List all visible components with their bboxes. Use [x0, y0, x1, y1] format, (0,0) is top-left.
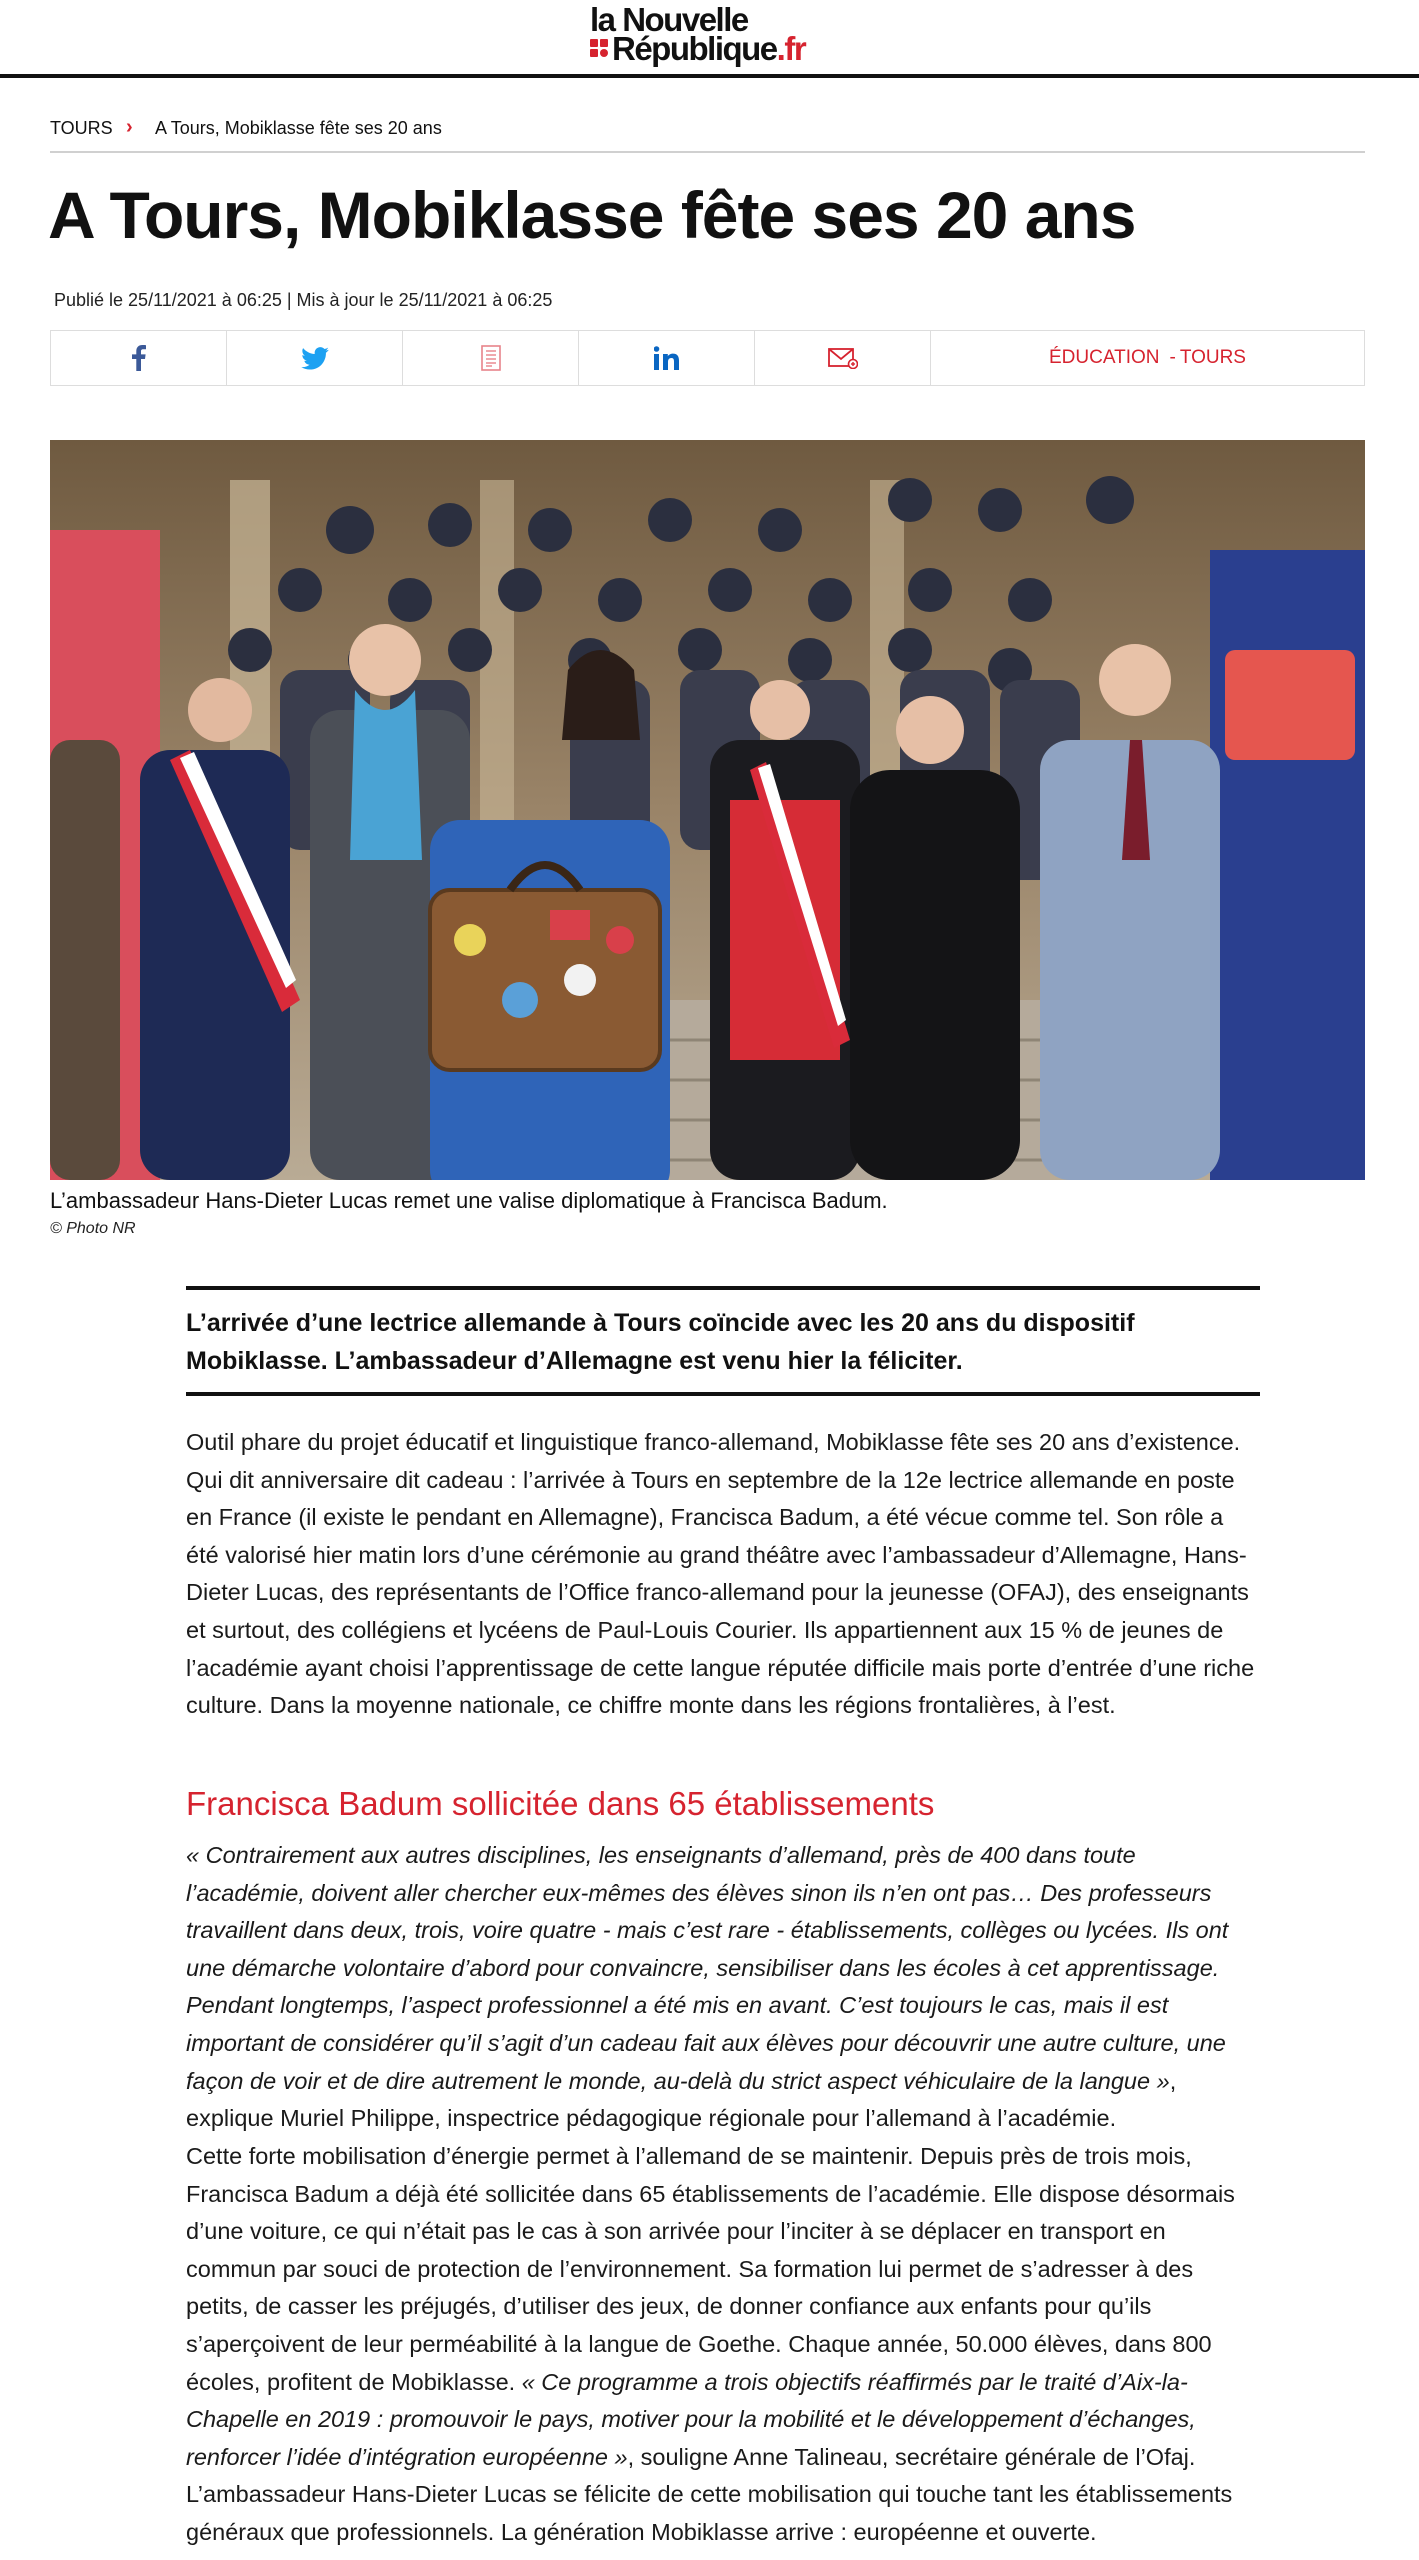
- share-bar: [50, 330, 1365, 386]
- email-icon: [828, 347, 858, 369]
- tag-tours-link[interactable]: TOURS: [1179, 347, 1246, 368]
- breadcrumb: [50, 115, 1365, 153]
- logo-line2: [590, 31, 805, 67]
- breadcrumb-section-link[interactable]: TOURS: [50, 118, 113, 138]
- article-paragraph-1: Outil phare du projet éducatif et linguistique franco-allemand, Mobiklasse fête ses 20 ans d’existence. Qui dit anniversaire dit cadeau : l’arrivée à Tours en septembre de la 12e lectrice allemande en poste en France (il existe le pendant en Allemagne), Francisca Badum, a été vécue comme tel. Son rôle a été valorisé hier matin lors d’une cérémonie au grand théâtre avec l’ambassadeur d’Allemagne, Hans-Dieter Lucas, des représentants de l’Office franco-allemand pour la jeunesse (OFAJ), des enseignants et surtout, des collégiens et lycéens de Paul-Louis Courier. Ils appartiennent aux 15 % de jeunes de l’académie ayant choisi l’apprentissage de cette langue réputée difficile mais porte d’entrée d’une riche culture. Dans la moyenne nationale, ce chiffre monte dans les régions frontalières, à l’est.: [186, 1429, 1255, 1719]
- document-icon: [481, 345, 501, 371]
- site-header: [0, 0, 1419, 78]
- article-paragraph-3: [186, 2138, 1260, 2552]
- share-facebook-button[interactable]: [51, 331, 227, 385]
- quote-anne-talineau: « Ce programme a trois objectifs réaffirmés par le traité d’Aix-la-Chapelle en 2019 : promouvoir le pays, motiver pour la mobilité et le développement d’échanges, renforcer l’idée d’intégration européenne »: [186, 2368, 1196, 2470]
- site-logo[interactable]: [590, 2, 830, 68]
- tag-education-link[interactable]: ÉDUCATION: [1049, 347, 1160, 368]
- logo-line1: la Nouvelle: [590, 1, 748, 38]
- twitter-icon: [301, 347, 329, 370]
- article-tags: [931, 331, 1364, 385]
- ceremony-photo-illustration: [50, 440, 1365, 1180]
- share-twitter-button[interactable]: [227, 331, 403, 385]
- article-lead-text: L’arrivée d’une lectrice allemande à Tours coïncide avec les 20 ans du dispositif Mobiklasse. L’ambassadeur d’Allemagne est venu hier la féliciter.: [186, 1309, 1135, 1375]
- paragraph-3-end: , souligne Anne Talineau, secrétaire générale de l’Ofaj. L’ambassadeur Hans-Dieter Lucas se félicite de cette mobilisation qui touche tant les établissements généraux que professionnels. La génération Mobiklasse arrive : européenne et ouverte.: [186, 2443, 1233, 2545]
- linkedin-icon: [654, 346, 680, 370]
- publication-dates: Publié le 25/11/2021 à 06:25 | Mis à jour le 25/11/2021 à 06:25: [54, 290, 553, 310]
- share-linkedin-button[interactable]: [579, 331, 755, 385]
- paragraph-3-text: Cette forte mobilisation d’énergie permet à l’allemand de se maintenir. Depuis près de trois mois, Francisca Badum a déjà été sollicitée dans 65 établissements de l’académie. Elle dispose désormais d’une voiture, ce qui n’était pas le cas à son arrivée pour l’inciter à se déplacer en transport en commun par souci de protection de l’environnement. Sa formation lui permet de s’adresser à des petits, de casser les préjugés, d’utiliser des jeux, de donner confiance aux enfants pour qu’ils s’aperçoivent de leur perméabilité à la langue de Goethe. Chaque année, 50.000 élèves, dans 800 écoles, profitent de Mobiklasse.: [186, 2143, 1235, 2395]
- photo-credit: © Photo NR: [50, 1220, 136, 1237]
- logo-name: République: [612, 30, 777, 67]
- print-article-button[interactable]: [403, 331, 579, 385]
- quote-muriel-philippe: « Contrairement aux autres disciplines, les enseignants d’allemand, près de 400 dans toute l’académie, doivent aller chercher eux-mêmes des élèves sinon ils n’en ont pas… Des professeurs travaillent dans deux, trois, voire quatre - mais c’est rare - établissements, collèges ou lycées. Ils ont une démarche volontaire d’abord pour convaincre, sensibiliser dans les écoles à cet apprentissage. Pendant longtemps, l’aspect professionnel a été mis en avant. C’est toujours le cas, mais il est important de considérer qu’il s’agit d’un cadeau fait aux élèves pour découvrir une autre culture, une façon de voir et de dire autrement le monde, au-delà du strict aspect véhiculaire de la langue »: [186, 1842, 1229, 2094]
- article-paragraph-2: [186, 1837, 1260, 2138]
- quote-attribution: , explique Muriel Philippe, inspectrice pédagogique régionale pour l’allemand à l’académie.: [186, 2067, 1177, 2132]
- logo-suffix: .fr: [776, 30, 806, 67]
- article-subheading: Francisca Badum sollicitée dans 65 établissements: [186, 1785, 935, 1822]
- article-photo: [50, 440, 1365, 1180]
- share-email-button[interactable]: [755, 331, 931, 385]
- article-lead: [186, 1286, 1260, 1396]
- photo-caption: L’ambassadeur Hans-Dieter Lucas remet une valise diplomatique à Francisca Badum.: [50, 1188, 888, 1213]
- breadcrumb-current: A Tours, Mobiklasse fête ses 20 ans: [155, 118, 442, 138]
- page-title: A Tours, Mobiklasse fête ses 20 ans: [48, 178, 1136, 252]
- chevron-right-icon: ›: [126, 116, 133, 138]
- tag-separator: -: [1169, 347, 1176, 368]
- facebook-icon: [132, 345, 146, 371]
